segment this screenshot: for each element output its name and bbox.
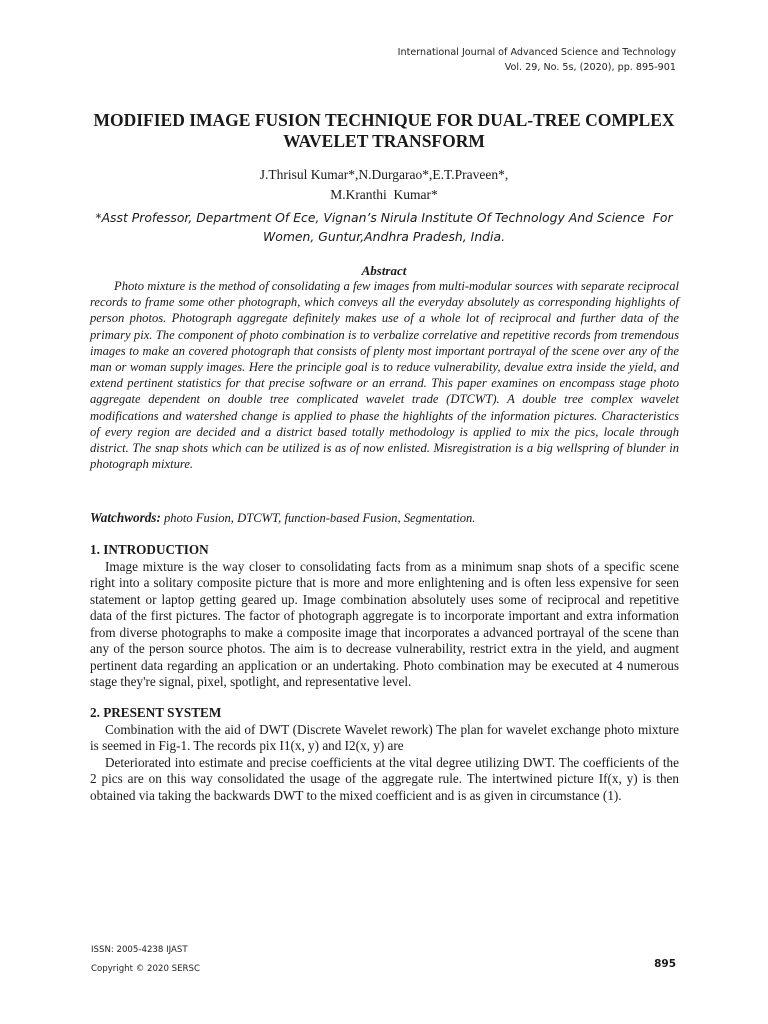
title-line-1: MODIFIED IMAGE FUSION TECHNIQUE FOR DUAL-TREE COMPLEX (93, 110, 675, 130)
footer-info (91, 941, 200, 979)
present-system-paragraph-1: Combination with the aid of DWT (Discrete Wavelet rework) The plan for wavelet exchange photo mixture is seemed in Fig-1. The records pix I1(x, y) and I2(x, y) are (90, 721, 679, 753)
authors-line-1: J.Thrisul Kumar*,N.Durgarao*,E.T.Praveen*, (259, 167, 509, 182)
volume-info: Vol. 29, No. 5s, (2020), pp. 895-901 (504, 62, 676, 73)
keywords (90, 510, 679, 526)
introduction-section (90, 542, 679, 691)
issn-text: ISSN: 2005-4238 IJAST (91, 945, 188, 955)
journal-name: International Journal of Advanced Science and Technology (397, 47, 676, 58)
abstract-heading: Abstract (361, 263, 407, 278)
affiliation-line-1: *Asst Professor, Department Of Ece, Vignan’s Nirula Institute Of Technology And Science For (95, 210, 673, 225)
present-system-section (90, 705, 679, 804)
keywords-text: photo Fusion, DTCWT, function-based Fusion, Segmentation. (160, 511, 476, 525)
abstract-body: Photo mixture is the method of consolidating a few images from multi-modular sources with separate reciprocal records to frame some other photograph, which conveys all the everyday absolutely as corresponding highlights of person photos. Photograph aggregate definitely makes use of a whole lot of reciprocal and further data of the primary pix. The component of photo combination is to verbalize correlative and repetitive records from tremendous images to make an covered photograph that consists of plenty most important portrayal of the scene over any of the man or woman supply images. Here the principle goal is to reduce vulnerability, devalue extra inside the yield, and extend pertinent statistics for that precise software or an errand. This paper examines on encompass stage photo aggregate dependent on double tree complicated wavelet trade (DTCWT). A double tree complex wavelet modifications and watershed change is applied to phase the highlights of the information pictures. Characteristics of every region are decided and a district based totally methodology is applied to mix the pics, locale through district. The snap shots which can be utilized is as of now enlisted. Misregistration is a big wellspring of blunder in photograph mixture. (90, 279, 679, 472)
copyright-text: Copyright © 2020 SERSC (91, 964, 200, 974)
present-system-paragraph-2: Deteriorated into estimate and precise coefficients at the vital degree utilizing DWT. The coefficients of the 2 pics are on this way consolidated the usage of the aggregate rule. The intertwined picture If(x, y) is then obtained via taking the backwards DWT to the mixed coefficient and is as given in circumstance (1). (90, 754, 679, 803)
affiliation-line-2: Women, Guntur,Andhra Pradesh, India. (262, 229, 506, 244)
page-number: 895 (654, 958, 676, 970)
present-system-heading: 2. PRESENT SYSTEM (90, 705, 222, 720)
paper-title (70, 110, 698, 152)
author-list (70, 165, 698, 205)
introduction-paragraph: Image mixture is the way closer to consolidating facts from as a minimum snap shots of a specific scene right into a solitary composite picture that is more and more enlightening and is often less expensive for seen statement or laptop getting geared up. Image combination absolutely uses some of reciprocal and repetitive data of the first pictures. The factor of photograph aggregate is to incorporate important and extra information from diverse photographs to make a composite image that incorporates a advanced portrayal of the scene than any of the person source photos. The aim is to decrease vulnerability, restrict extra in the yield, and augment pertinent data regarding an application or an undertaking. Photo combination may be executed at 4 numerous stage they're signal, pixel, spotlight, and representative level. (90, 558, 679, 689)
introduction-heading: 1. INTRODUCTION (90, 542, 209, 557)
authors-line-2: M.Kranthi Kumar* (330, 187, 438, 202)
keywords-label: Watchwords: (90, 510, 161, 525)
affiliation (86, 208, 682, 246)
title-line-2: WAVELET TRANSFORM (283, 131, 485, 151)
journal-header (398, 45, 676, 75)
